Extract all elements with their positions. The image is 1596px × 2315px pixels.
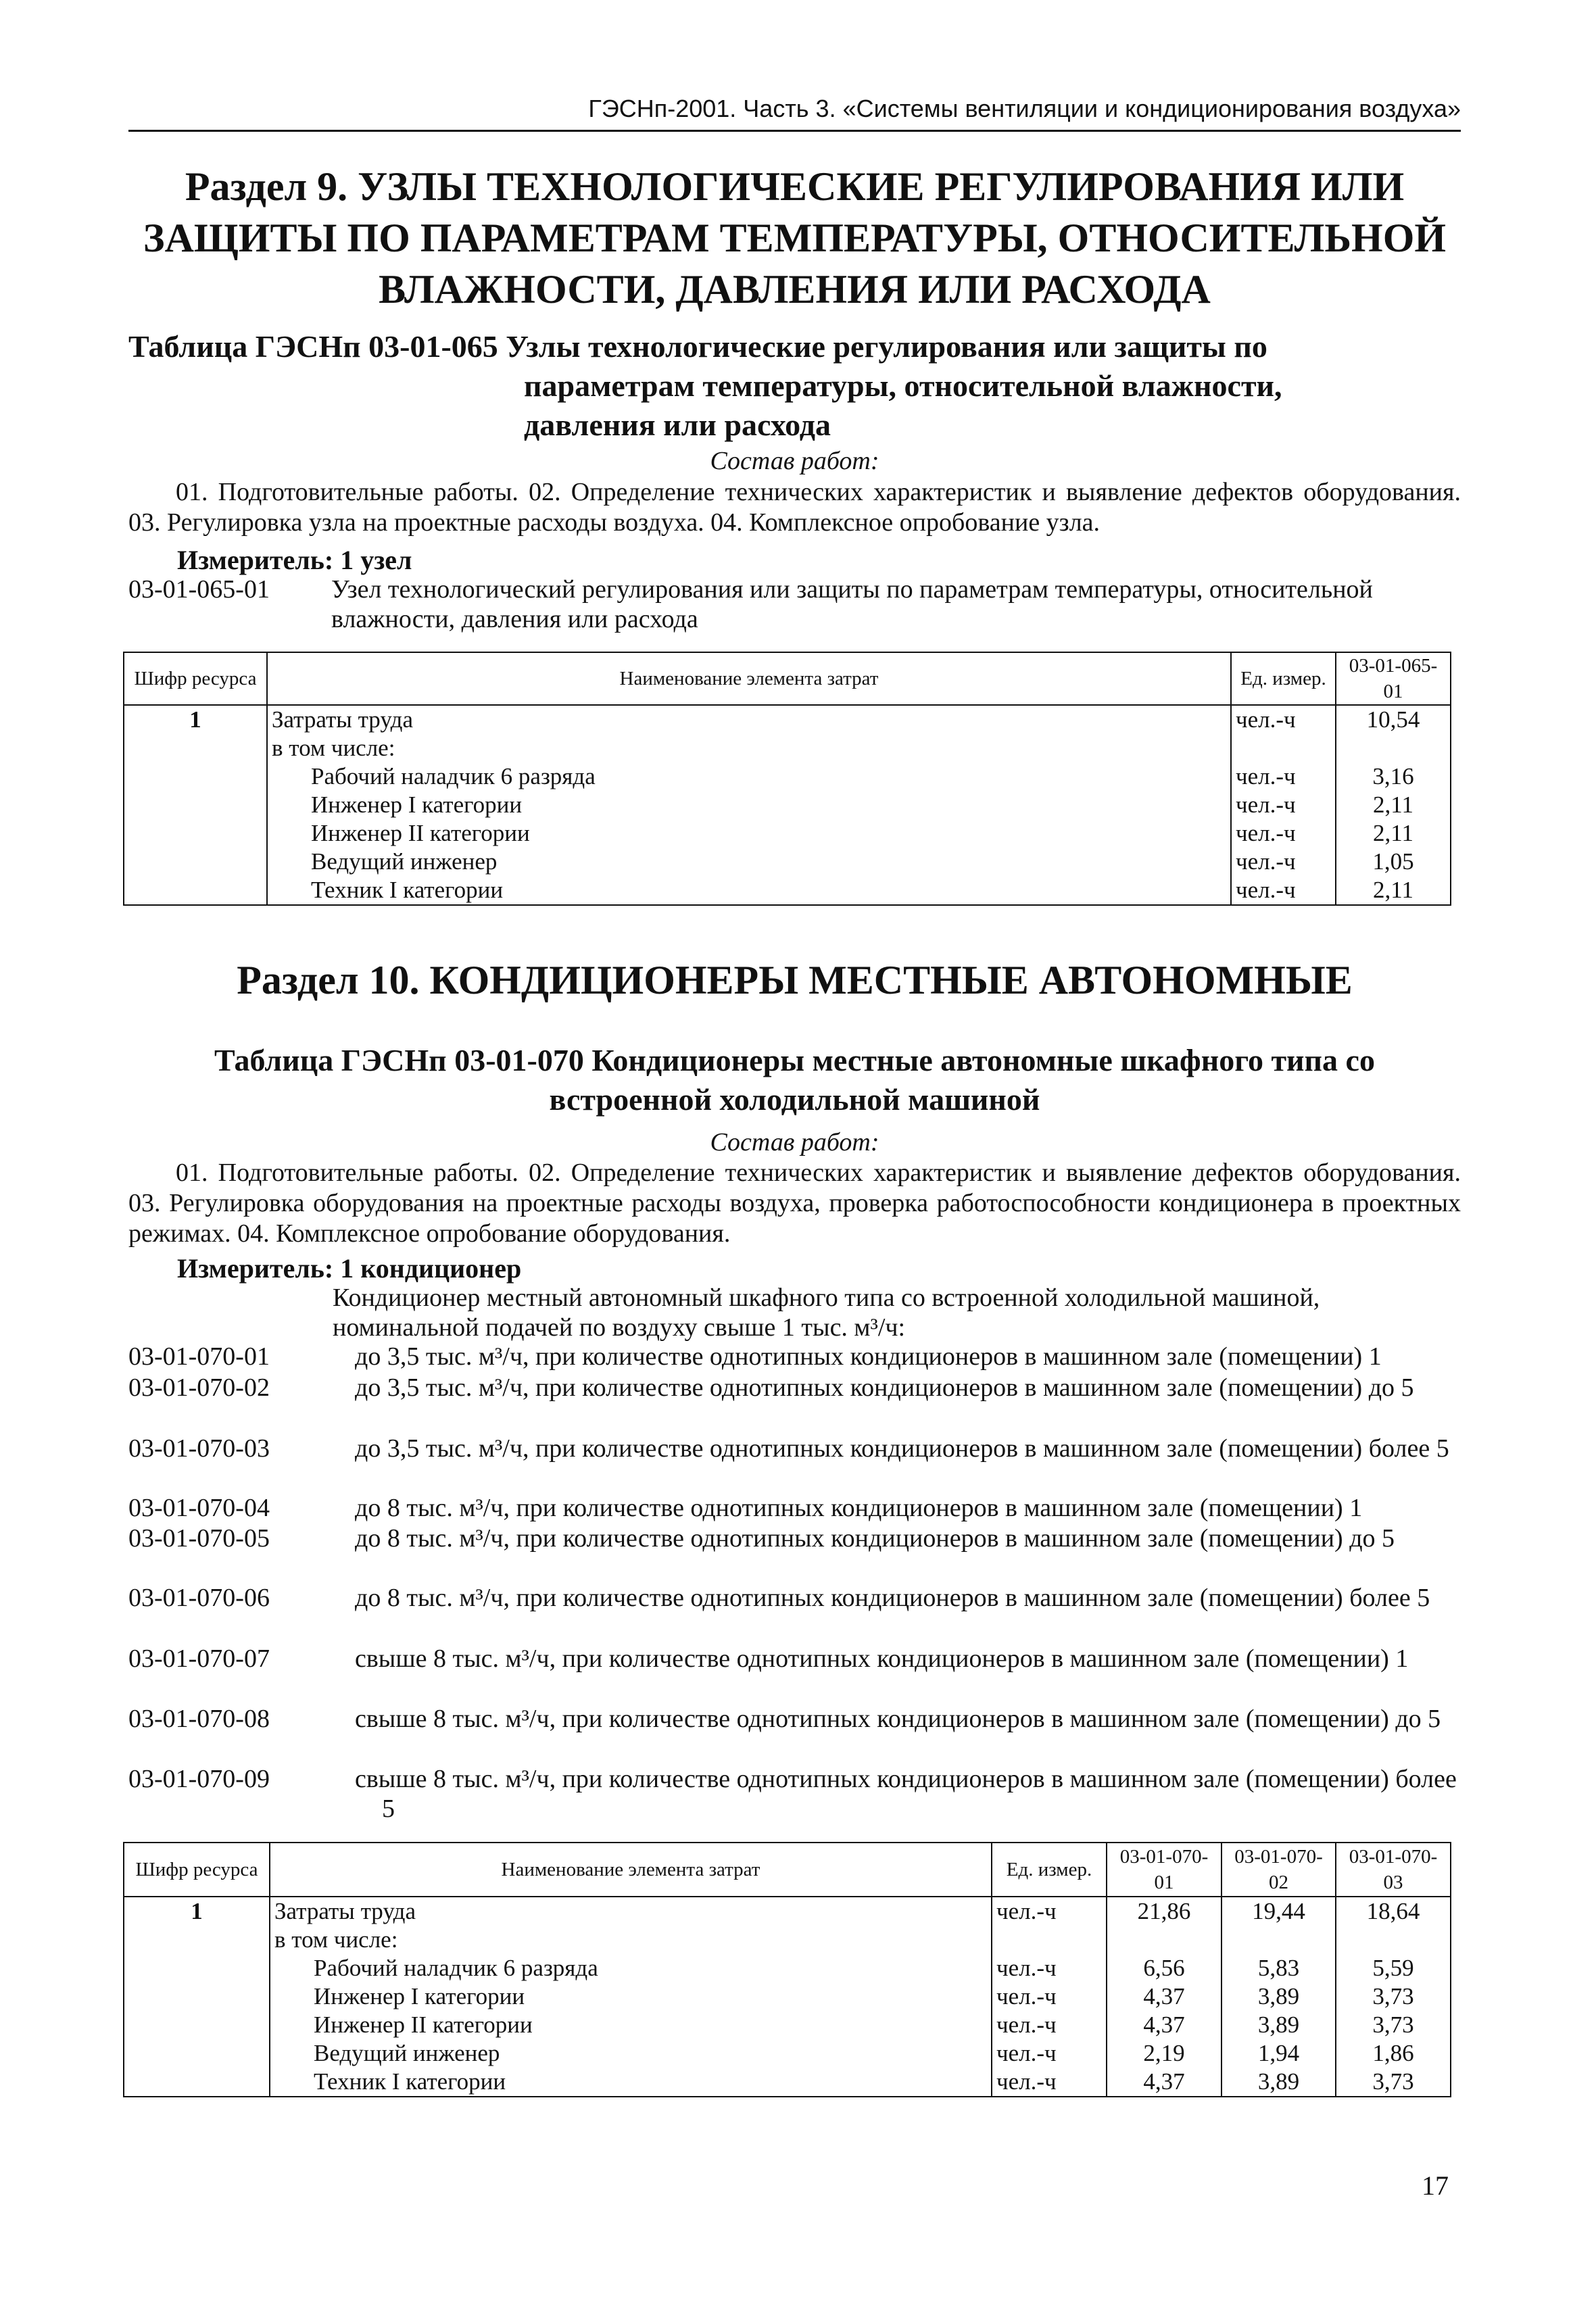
norm-description: до 8 тыс. м³/ч, при количестве однотипных кондиционеров в машинном зале (помещении) до 5 (355, 1524, 1395, 1553)
value-cell: 5,59 (1372, 1955, 1414, 1981)
norm-row (128, 575, 1461, 634)
unit-cell: чел.-ч (996, 1955, 1057, 1981)
norm-row (128, 1342, 1461, 1371)
norm-code: 03-01-070-02 (128, 1373, 270, 1402)
cost-element-name: Инженер II категории (314, 2012, 533, 2038)
unit-cell: чел.-ч (996, 1898, 1057, 1924)
unit-cell: чел.-ч (1236, 877, 1296, 903)
cost-element-column (270, 1897, 992, 2097)
norm-code: 03-01-070-06 (128, 1584, 270, 1612)
table-title-line: давления или расхода (524, 408, 831, 442)
value-cell: 18,64 (1366, 1898, 1420, 1924)
value-cell: 1,86 (1372, 2040, 1414, 2066)
value-cell: 2,19 (1143, 2040, 1185, 2066)
section-9-title-line: ЗАЩИТЫ ПО ПАРАМЕТРАМ ТЕМПЕРАТУРЫ, ОТНОСИТЕЛЬНОЙ (143, 216, 1447, 260)
norm-description: Узел технологический регулирования или защиты по параметрам температуры, относительной влажности, давления или расхода (331, 575, 1373, 633)
norm-description: свыше 8 тыс. м³/ч, при количестве однотипных кондиционеров в машинном зале (помещении) до 5 (355, 1705, 1441, 1733)
norm-code: 03-01-065-01 (128, 575, 270, 604)
unit-cell: чел.-ч (1236, 706, 1296, 733)
table-title-line: параметрам температуры, относительной влажности, (524, 368, 1282, 403)
cost-element-name: Техник I категории (314, 2068, 506, 2095)
value-cell: 1,05 (1372, 848, 1414, 875)
value-cell: 21,86 (1137, 1898, 1191, 1924)
unit-cell: чел.-ч (996, 1983, 1057, 2009)
norm-description: до 3,5 тыс. м³/ч, при количестве однотипных кондиционеров в машинном зале (помещении) более 5 (355, 1434, 1449, 1463)
value-cell (1226, 1926, 1331, 1954)
value-column (1336, 705, 1451, 905)
norm-row (128, 1373, 1461, 1403)
cost-element-name: Ведущий инженер (314, 2040, 500, 2066)
table-title-line: Таблица ГЭСНп 03-01-070 Кондиционеры местные автономные шкафного типа со (214, 1043, 1375, 1077)
header-norm-code: 03-01-070-01 (1107, 1843, 1222, 1897)
cost-element-name: Ведущий инженер (311, 848, 498, 875)
value-cell (1340, 734, 1446, 762)
unit-column (1231, 705, 1336, 905)
norm-description: до 3,5 тыс. м³/ч, при количестве однотипных кондиционеров в машинном зале (помещении) 1 (355, 1342, 1382, 1371)
section-9-title-line: ВЛАЖНОСТИ, ДАВЛЕНИЯ ИЛИ РАСХОДА (379, 267, 1211, 312)
cost-table-065 (123, 652, 1451, 906)
page-number: 17 (1422, 2170, 1449, 2201)
norm-code: 03-01-070-07 (128, 1644, 270, 1673)
section-9-title-line: Раздел 9. УЗЛЫ ТЕХНОЛОГИЧЕСКИЕ РЕГУЛИРОВАНИЯ ИЛИ (185, 164, 1405, 209)
cost-element-name: Затраты труда (274, 1898, 416, 1924)
cost-element-name: Рабочий наладчик 6 разряда (311, 763, 596, 789)
resource-code: 1 (124, 1897, 270, 2097)
unit-cell: чел.-ч (1236, 820, 1296, 846)
unit-cell: чел.-ч (996, 2068, 1057, 2095)
table-title-line: встроенной холодильной машиной (549, 1082, 1040, 1117)
norm-row (128, 1704, 1461, 1734)
value-cell: 4,37 (1143, 1983, 1185, 2009)
running-header: ГЭСНп-2001. Часть 3. «Системы вентиляции и кондиционирования воздуха» (128, 95, 1461, 132)
cost-element-name: Инженер I категории (314, 1983, 525, 2009)
value-cell: 3,73 (1372, 2012, 1414, 2038)
meter-label: Измеритель: 1 узел (177, 545, 412, 575)
resource-code: 1 (124, 705, 267, 905)
value-cell: 2,11 (1373, 791, 1413, 818)
value-cell: 10,54 (1366, 706, 1420, 733)
composition-label: Состав работ: (710, 1128, 879, 1156)
norm-row (128, 1583, 1461, 1613)
cost-element-name: Техник I категории (311, 877, 504, 903)
norm-row (128, 1764, 1461, 1824)
unit-cell: чел.-ч (1236, 791, 1296, 818)
cost-element-name: в том числе: (274, 1926, 398, 1953)
value-cell: 1,94 (1257, 2040, 1300, 2066)
cost-table-070 (123, 1842, 1451, 2097)
norm-row (128, 1434, 1461, 1463)
header-norm-code: 03-01-070-02 (1222, 1843, 1336, 1897)
header-cost-element: Наименование элемента затрат (267, 652, 1231, 705)
value-cell: 4,37 (1143, 2068, 1185, 2095)
header-norm-code: 03-01-065-01 (1336, 652, 1451, 705)
unit-column (992, 1897, 1107, 2097)
norm-description: до 8 тыс. м³/ч, при количестве однотипных кондиционеров в машинном зале (помещении) более 5 (355, 1584, 1430, 1612)
cost-element-name: Рабочий наладчик 6 разряда (314, 1955, 598, 1981)
table-title-line: Таблица ГЭСНп 03-01-065 Узлы технологические регулирования или защиты по (128, 329, 1267, 364)
norm-code: 03-01-070-09 (128, 1765, 270, 1793)
value-column (1107, 1897, 1222, 2097)
value-cell: 5,83 (1257, 1955, 1300, 1981)
norm-code: 03-01-070-03 (128, 1434, 270, 1463)
norm-description: свыше 8 тыс. м³/ч, при количестве однотипных кондиционеров в машинном зале (помещении) 1 (355, 1644, 1409, 1673)
value-cell: 2,11 (1373, 820, 1413, 846)
unit-cell (996, 1926, 1102, 1954)
value-cell: 3,89 (1257, 2012, 1300, 2038)
cost-element-name: Инженер I категории (311, 791, 523, 818)
value-column (1336, 1897, 1451, 2097)
value-cell: 6,56 (1143, 1955, 1185, 1981)
section-9-title (128, 161, 1461, 315)
value-cell: 4,37 (1143, 2012, 1185, 2038)
norm-row (128, 1644, 1461, 1674)
norm-code: 03-01-070-05 (128, 1524, 270, 1553)
value-cell: 2,11 (1373, 877, 1413, 903)
norm-row (128, 1524, 1461, 1553)
composition-text: 01. Подготовительные работы. 02. Определение технических характеристик и выявление дефектов оборудования. 03. Регулировка оборудования на проектные расходы воздуха, проверка работоспособности кондиционера в проектных режимах. 04. Комплексное опробование оборудования. (128, 1159, 1461, 1248)
norm-row (128, 1493, 1461, 1523)
header-resource-code: Шифр ресурса (124, 1843, 270, 1897)
meter-label: Измеритель: 1 кондиционер (177, 1253, 522, 1284)
header-resource-code: Шифр ресурса (124, 652, 267, 705)
value-cell: 3,16 (1372, 763, 1414, 789)
norm-description: свыше 8 тыс. м³/ч, при количестве однотипных кондиционеров в машинном зале (помещении) более 5 (355, 1765, 1457, 1823)
value-column (1222, 1897, 1336, 2097)
table-070-title (128, 1041, 1461, 1119)
cost-element-name: в том числе: (272, 735, 395, 761)
value-cell: 3,89 (1257, 1983, 1300, 2009)
header-norm-code: 03-01-070-03 (1336, 1843, 1451, 1897)
value-cell: 3,73 (1372, 2068, 1414, 2095)
norm-group-intro: Кондиционер местный автономный шкафного типа со встроенной холодильной машиной, номинальной подачей по воздуху свыше 1 тыс. м³/ч: (333, 1284, 1320, 1342)
value-cell (1340, 1926, 1446, 1954)
cost-element-name: Затраты труда (272, 706, 413, 733)
value-cell (1111, 1926, 1217, 1954)
norm-description: до 8 тыс. м³/ч, при количестве однотипных кондиционеров в машинном зале (помещении) 1 (355, 1494, 1363, 1522)
unit-cell (1236, 734, 1331, 762)
header-unit: Ед. измер. (992, 1843, 1107, 1897)
unit-cell: чел.-ч (996, 2040, 1057, 2066)
composition-label: Состав работ: (710, 447, 879, 475)
norm-code: 03-01-070-04 (128, 1494, 270, 1522)
unit-cell: чел.-ч (996, 2012, 1057, 2038)
cost-element-name: Инженер II категории (311, 820, 530, 846)
header-unit: Ед. измер. (1231, 652, 1336, 705)
norm-code: 03-01-070-08 (128, 1705, 270, 1733)
header-cost-element: Наименование элемента затрат (270, 1843, 992, 1897)
section-10-title: Раздел 10. КОНДИЦИОНЕРЫ МЕСТНЫЕ АВТОНОМНЫЕ (237, 958, 1353, 1002)
norm-code: 03-01-070-01 (128, 1342, 270, 1371)
unit-cell: чел.-ч (1236, 848, 1296, 875)
value-cell: 3,73 (1372, 1983, 1414, 2009)
composition-text: 01. Подготовительные работы. 02. Определение технических характеристик и выявление дефектов оборудования. 03. Регулировка узла на проектные расходы воздуха. 04. Комплексное опробование узла. (128, 478, 1461, 537)
value-cell: 3,89 (1257, 2068, 1300, 2095)
norm-description: до 3,5 тыс. м³/ч, при количестве однотипных кондиционеров в машинном зале (помещении) до 5 (355, 1373, 1414, 1402)
unit-cell: чел.-ч (1236, 763, 1296, 789)
value-cell: 19,44 (1252, 1898, 1305, 1924)
table-065-title (128, 327, 1461, 445)
cost-element-column (267, 705, 1231, 905)
